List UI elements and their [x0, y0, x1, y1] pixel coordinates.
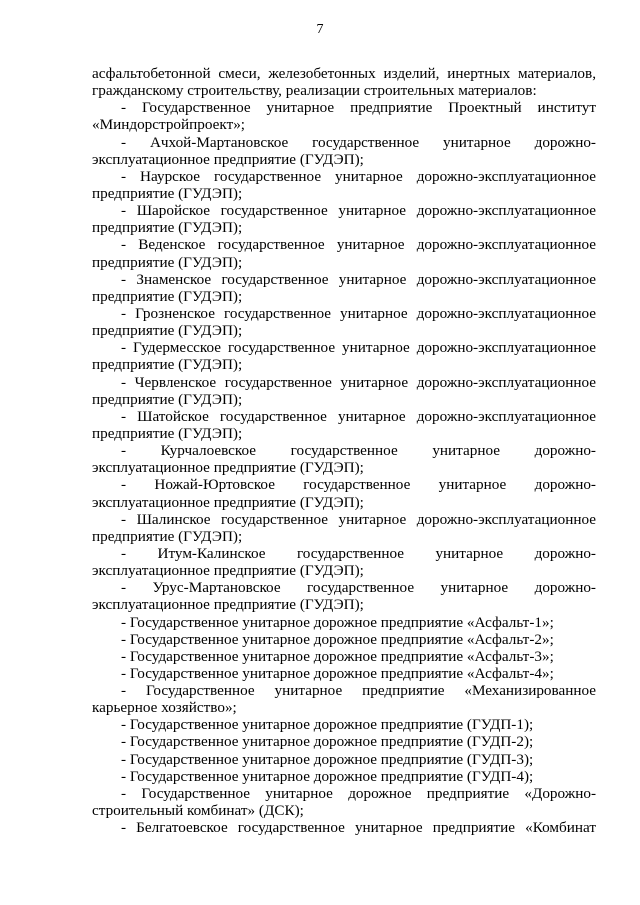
text-line: предприятие (ГУДЭП);: [92, 390, 243, 408]
text-line: - Курчалоевское государственное унитарное дорожно-: [121, 442, 596, 460]
text-line: - Грозненское государственное унитарное дорожно-эксплуатационное: [121, 304, 596, 322]
text-line: предприятие (ГУДЭП);: [92, 527, 243, 545]
text-line: предприятие (ГУДЭП);: [92, 356, 243, 374]
text-line: - Веденское государственное унитарное дорожно-эксплуатационное: [121, 236, 596, 254]
text-line: - Червленское государственное унитарное дорожно-эксплуатационное: [121, 373, 596, 391]
text-line: - Шатойское государственное унитарное дорожно-эксплуатационное: [121, 407, 596, 425]
text-line: - Шаройское государственное унитарное дорожно-эксплуатационное: [121, 202, 596, 220]
text-line: эксплуатационное предприятие (ГУДЭП);: [92, 596, 364, 614]
text-line: - Итум-Калинское государственное унитарное дорожно-: [121, 544, 596, 562]
text-line: эксплуатационное предприятие (ГУДЭП);: [92, 562, 364, 580]
text-line: - Государственное унитарное дорожное предприятие «Асфальт-2»;: [121, 630, 554, 648]
text-line: предприятие (ГУДЭП);: [92, 424, 243, 442]
text-line: эксплуатационное предприятие (ГУДЭП);: [92, 459, 364, 477]
text-line: эксплуатационное предприятие (ГУДЭП);: [92, 150, 364, 168]
text-line: - Гудермесское государственное унитарное дорожно-эксплуатационное: [121, 339, 596, 357]
text-line: - Наурское государственное унитарное дорожно-эксплуатационное: [121, 167, 596, 185]
text-line: - Государственное унитарное дорожное предприятие «Асфальт-1»;: [121, 613, 554, 631]
text-line: - Урус-Мартановское государственное унитарное дорожно-: [121, 579, 596, 597]
document-body: [92, 65, 596, 836]
text-line: - Ножай-Юртовское государственное унитарное дорожно-: [121, 476, 596, 494]
text-line: карьерное хозяйство»;: [92, 699, 237, 717]
text-line: - Шалинское государственное унитарное дорожно-эксплуатационное: [121, 510, 596, 528]
text-line: - Государственное унитарное предприятие Проектный институт: [121, 99, 596, 117]
text-line: - Государственное унитарное дорожное предприятие «Дорожно-: [121, 784, 596, 802]
text-line: - Государственное унитарное дорожное предприятие (ГУДП-1);: [121, 716, 534, 734]
text-line: - Ачхой-Мартановское государственное унитарное дорожно-: [121, 133, 596, 151]
page-number: 7: [316, 22, 324, 37]
text-line: - Государственное унитарное дорожное предприятие «Асфальт-4»;: [121, 664, 554, 682]
text-line: - Государственное унитарное дорожное предприятие (ГУДП-2);: [121, 733, 534, 751]
text-line: асфальтобетонной смеси, железобетонных изделий, инертных материалов,: [92, 65, 596, 82]
text-line: предприятие (ГУДЭП);: [92, 322, 243, 340]
text-line: гражданскому строительству, реализации строительных материалов:: [92, 82, 537, 100]
text-line: эксплуатационное предприятие (ГУДЭП);: [92, 493, 364, 511]
text-line: предприятие (ГУДЭП);: [92, 184, 243, 202]
text-line: строительный комбинат» (ДСК);: [92, 802, 304, 820]
text-line: предприятие (ГУДЭП);: [92, 219, 243, 237]
text-line: - Государственное унитарное дорожное предприятие (ГУДП-4);: [121, 767, 534, 785]
text-line: предприятие (ГУДЭП);: [92, 287, 243, 305]
text-line: - Знаменское государственное унитарное дорожно-эксплуатационное: [121, 270, 596, 288]
text-line: - Белгатоевское государственное унитарное предприятие «Комбинат: [121, 819, 596, 837]
text-line: - Государственное унитарное предприятие «Механизированное: [121, 682, 596, 700]
text-line: - Государственное унитарное дорожное предприятие (ГУДП-3);: [121, 750, 534, 768]
text-line: - Государственное унитарное дорожное предприятие «Асфальт-3»;: [121, 647, 554, 665]
text-line: предприятие (ГУДЭП);: [92, 253, 243, 271]
text-line: «Миндорстройпроект»;: [92, 116, 246, 134]
